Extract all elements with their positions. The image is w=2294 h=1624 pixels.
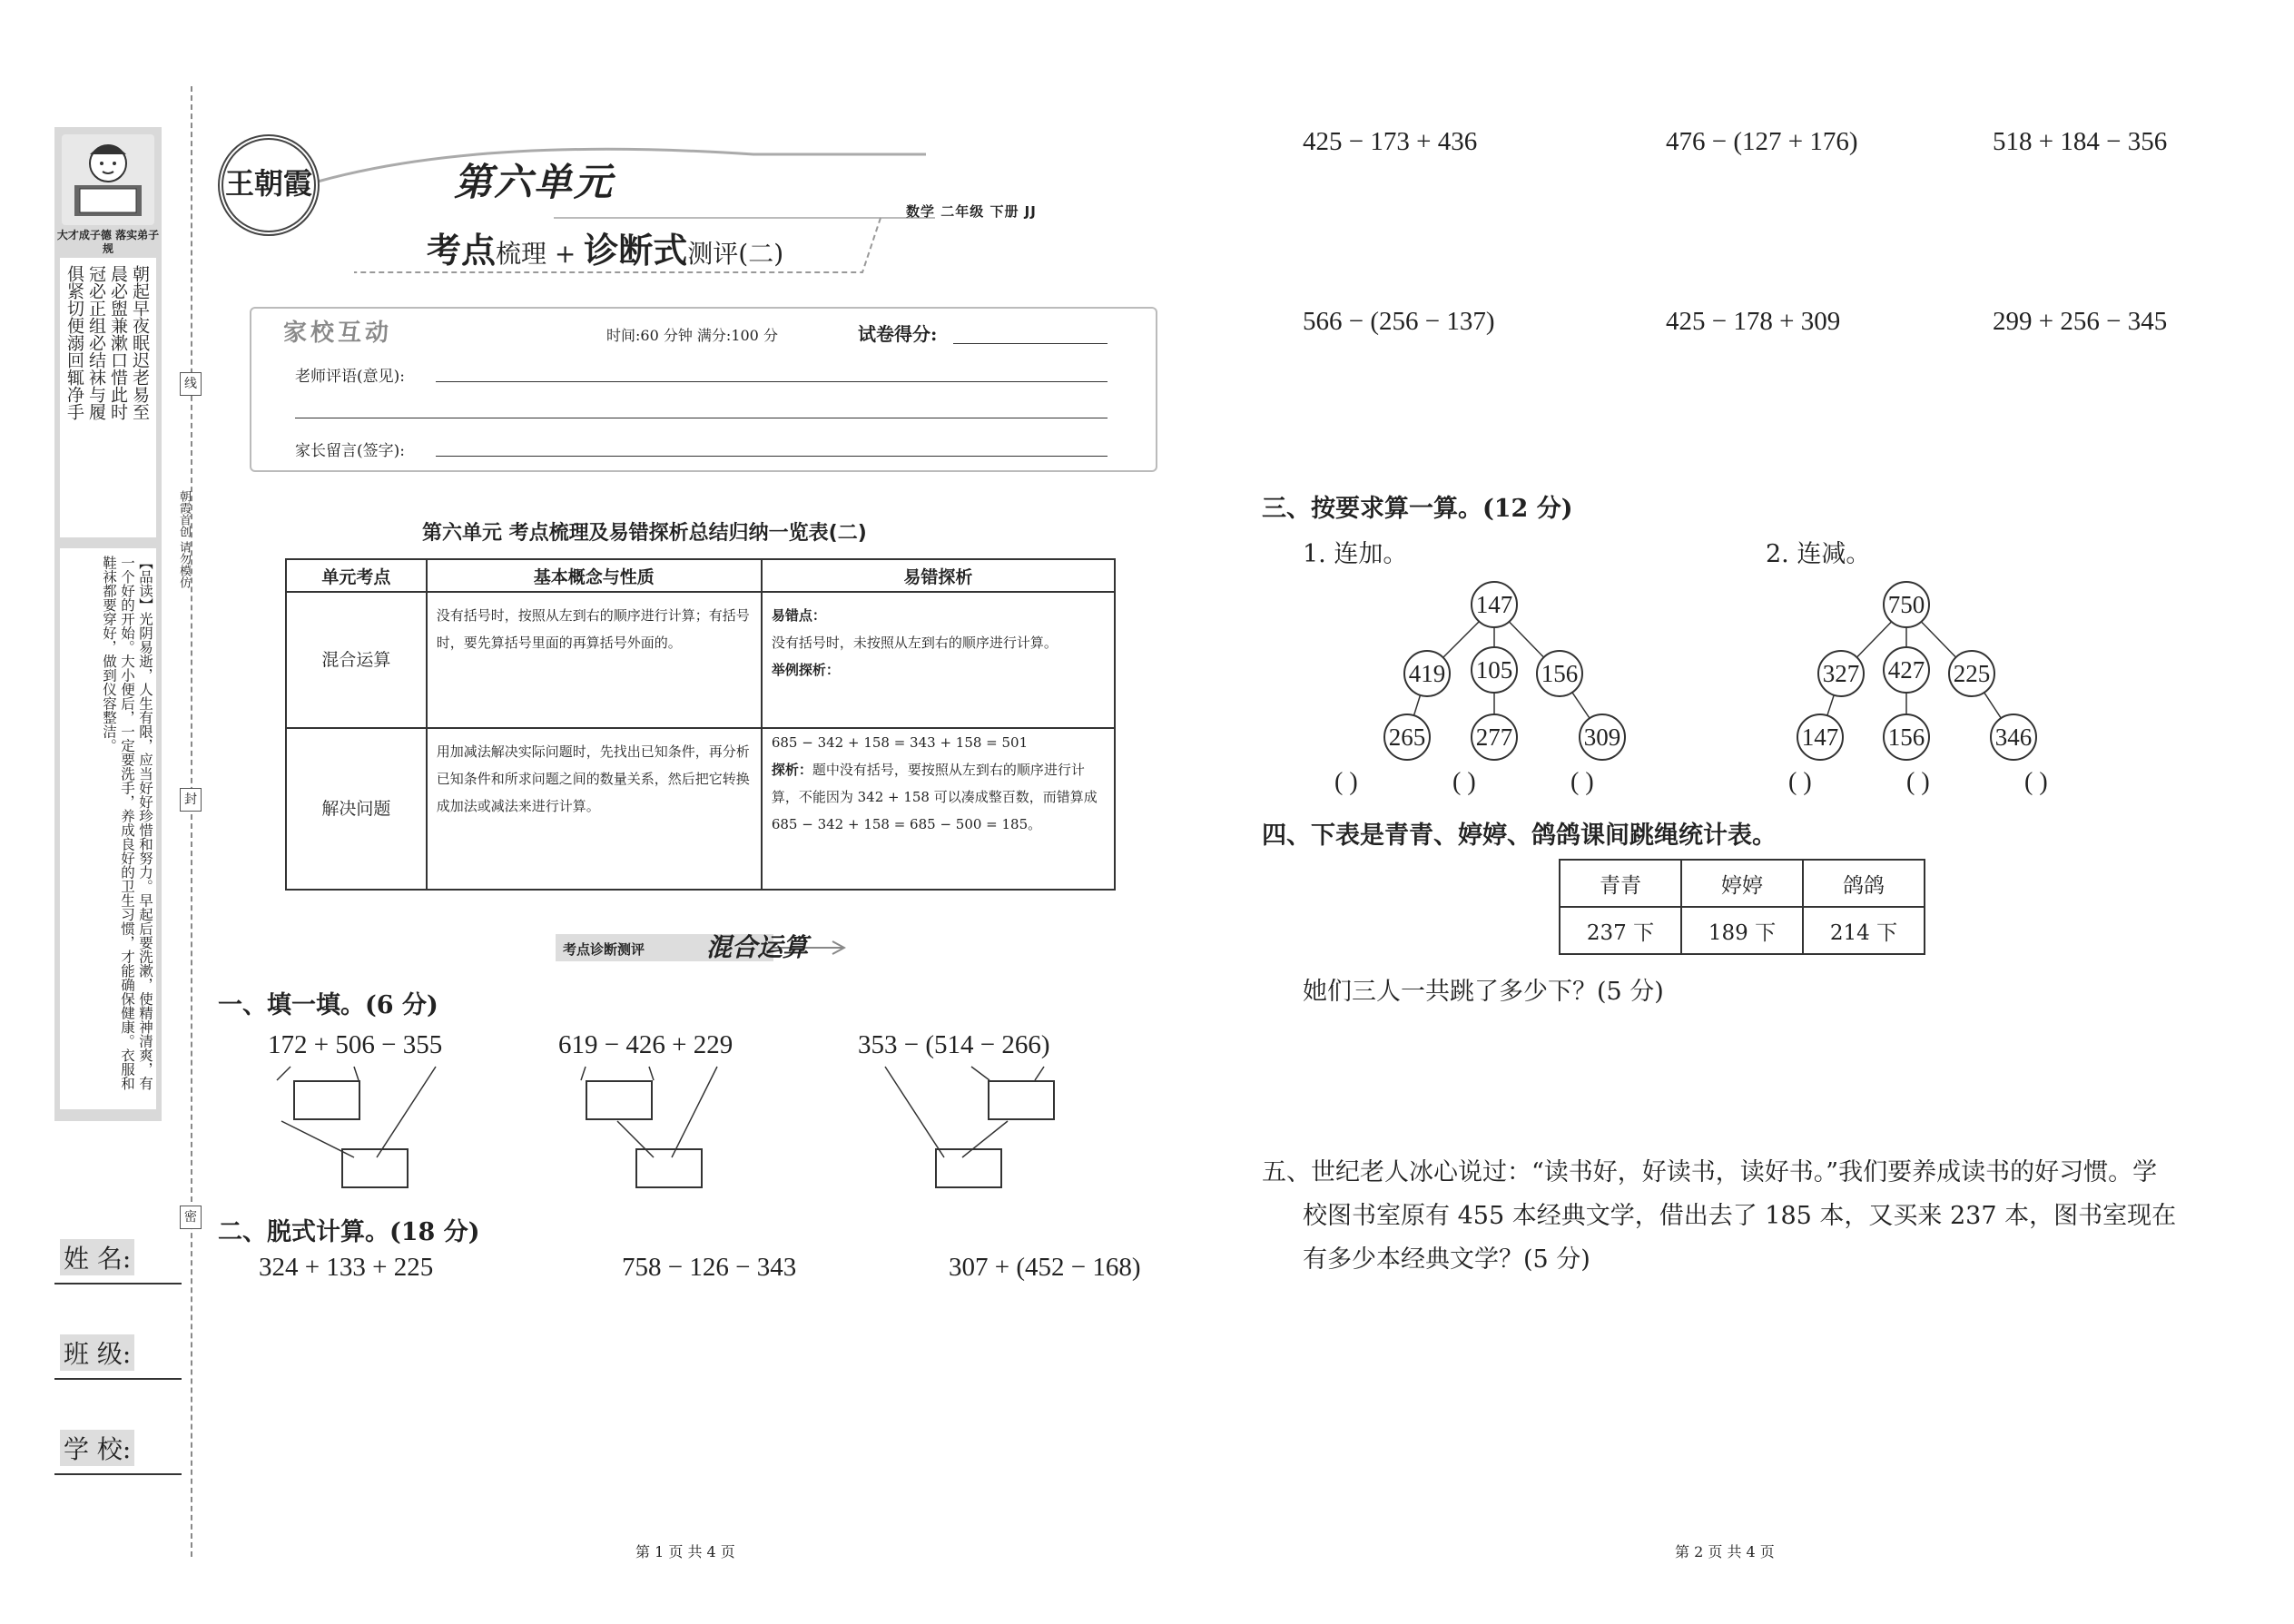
- question-line: 有多少本经典文学？(5 分): [1303, 1245, 1590, 1274]
- proverb-column: 冠必正组必结袜与履: [86, 265, 106, 420]
- question-line: 校图书室原有 455 本经典文学，借出去了 185 本，又买来 237 本，图书室现在: [1303, 1202, 2177, 1230]
- concept-cell: 没有括号时，按照从左到右的顺序进行计算；有括号时，要先算括号里面的再算括号外面的。: [427, 592, 762, 728]
- tree-node: 750: [1883, 581, 1930, 628]
- question-line: 五、世纪老人冰心说过：“读书好，好读书，读好书。”我们要养成读书的好习惯。学: [1262, 1158, 2158, 1186]
- error-label: 探析：: [771, 762, 812, 778]
- cut-mark: 封: [180, 788, 202, 812]
- calc-expression: 425 − 178 + 309: [1666, 307, 1841, 336]
- subtitle-part: 诊断式: [584, 230, 688, 271]
- topic-cell: 混合运算: [286, 592, 427, 728]
- sidebar-motto: 大才成子德 落实弟子规: [56, 229, 160, 255]
- tree-node: 147: [1797, 714, 1844, 761]
- section-4-title: 四、下表是青青、婷婷、鸽鸽课间跳绳统计表。: [1262, 822, 1777, 850]
- calc-expression: 566 − (256 − 137): [1303, 307, 1495, 336]
- tree-node: 309: [1579, 714, 1626, 761]
- table-header-row: [1560, 860, 1925, 907]
- answer-blank[interactable]: ( ): [1570, 768, 1594, 796]
- fill-expression: 619 − 426 + 229: [558, 1030, 733, 1059]
- calc-expression: 425 − 173 + 436: [1303, 127, 1478, 156]
- answer-blank[interactable]: ( ): [1906, 768, 1930, 796]
- table-header: 青青: [1560, 860, 1681, 907]
- proverb-column: 俱紧切便溺回辄净手: [64, 265, 84, 420]
- table-header: 易错探析: [762, 559, 1115, 592]
- calc-expression: 758 − 126 − 343: [622, 1253, 797, 1282]
- page-number-left: 第 1 页 共 4 页: [635, 1543, 735, 1560]
- tree-1-label: 1. 连加。: [1303, 540, 1408, 568]
- name-field[interactable]: [54, 1221, 182, 1284]
- calc-expression: 299 + 256 − 345: [1993, 307, 2168, 336]
- proverb-box: [60, 258, 156, 537]
- tree-node: 427: [1883, 646, 1930, 694]
- answer-blank[interactable]: ( ): [1788, 768, 1812, 796]
- topic-cell: 解决问题: [286, 728, 427, 890]
- example-text: 685 − 342 + 158 = 343 + 158 = 501: [771, 734, 1029, 751]
- tree-node: 225: [1948, 650, 1995, 697]
- reading-note: 【品读】光阴易逝，人生有限，应当好好珍惜和努力。早起后要洗漱，使精神清爽，有一个好的开始。大小便后，一定要洗手，养成良好的卫生习惯，才能确保健康。衣服和鞋袜都要穿好，做到仪容整洁。: [101, 556, 153, 1090]
- table-header: 鸽鸽: [1803, 860, 1925, 907]
- table-header-row: [286, 559, 1115, 592]
- subtitle-part: 考点: [427, 230, 497, 271]
- cut-line: [191, 86, 192, 1557]
- teacher-comment-field[interactable]: [436, 381, 1108, 382]
- answer-box[interactable]: [293, 1080, 360, 1120]
- calc-expression: 518 + 184 − 356: [1993, 127, 2168, 156]
- answer-box[interactable]: [586, 1080, 653, 1120]
- binding-note: 朝霞首创 请勿模仿: [177, 490, 191, 589]
- fill-expression: 353 − (514 − 266): [858, 1030, 1050, 1059]
- answer-box[interactable]: [341, 1148, 409, 1188]
- subtitle-part: 测评(二): [687, 239, 784, 269]
- subject-tag: 数学 二年级 下册 JJ: [906, 203, 1037, 220]
- brand-logo: 王朝霞: [218, 134, 320, 236]
- name-label: 姓 名:: [60, 1239, 134, 1275]
- answer-box[interactable]: [988, 1080, 1055, 1120]
- table-row: [1560, 907, 1925, 954]
- unit-title: 第六单元: [454, 160, 615, 204]
- score-field[interactable]: [953, 343, 1108, 344]
- answer-box[interactable]: [935, 1148, 1002, 1188]
- tree-node: 147: [1471, 581, 1518, 628]
- table-row: [286, 728, 1115, 890]
- error-text: 没有括号时，未按照从左到右的顺序进行计算。: [771, 635, 1058, 651]
- rope-skipping-table: [1559, 859, 1925, 955]
- home-school-title: 家校互动: [283, 320, 393, 347]
- section-1-title: 一、填一填。(6 分): [218, 991, 438, 1019]
- answer-blank[interactable]: ( ): [1334, 768, 1358, 796]
- school-label: 学 校:: [60, 1430, 134, 1466]
- tree-2-label: 2. 连减。: [1766, 540, 1871, 568]
- answer-blank[interactable]: ( ): [1452, 768, 1476, 796]
- error-label: 举例探析：: [771, 662, 840, 678]
- page-number-right: 第 2 页 共 4 页: [1675, 1543, 1775, 1560]
- class-label: 班 级:: [60, 1334, 134, 1371]
- proverb-column: 朝起早夜眠迟老易至: [130, 265, 150, 420]
- table-cell: 189 下: [1681, 907, 1803, 954]
- tree-node: 327: [1817, 650, 1865, 697]
- table-header: 单元考点: [286, 559, 427, 592]
- fill-expression: 172 + 506 − 355: [268, 1030, 443, 1059]
- tree-node: 346: [1990, 714, 2037, 761]
- tree-node: 419: [1403, 650, 1451, 697]
- exam-meta: 时间:60 分钟 满分:100 分: [606, 327, 778, 344]
- answer-box[interactable]: [635, 1148, 703, 1188]
- summary-table: [285, 558, 1116, 891]
- section-2-title: 二、脱式计算。(18 分): [218, 1218, 480, 1246]
- cut-mark: 密: [180, 1206, 202, 1229]
- tree-node: 105: [1471, 646, 1518, 694]
- table-row: [286, 592, 1115, 728]
- section-4-question: 她们三人一共跳了多少下？(5 分): [1303, 978, 1664, 1006]
- banner-title: 混合运算: [706, 932, 809, 962]
- calc-expression: 324 + 133 + 225: [259, 1253, 434, 1282]
- error-label: 易错点：: [771, 607, 826, 624]
- error-cell: [762, 728, 1115, 890]
- table-header: 婷婷: [1681, 860, 1803, 907]
- banner-small-text: 考点诊断测评: [563, 941, 645, 958]
- mascot-icon: [62, 134, 154, 225]
- summary-title: 第六单元 考点梳理及易错探析总结归纳一览表(二): [422, 522, 867, 545]
- calc-expression: 307 + (452 − 168): [949, 1253, 1141, 1282]
- parent-comment-label: 家长留言(签字):: [295, 442, 405, 460]
- tree-node: 265: [1383, 714, 1431, 761]
- error-text: 题中没有括号，要按照从左到右的顺序进行计算，不能因为 342 + 158 可以凑成整百数，而错算成 685 − 342 + 158 = 685 − 500 = 185。: [771, 762, 1098, 832]
- section-3-title: 三、按要求算一算。(12 分): [1262, 495, 1573, 523]
- table-header: 基本概念与性质: [427, 559, 762, 592]
- score-label: 试卷得分:: [858, 323, 938, 345]
- section-5-question: [1262, 1151, 2242, 1282]
- subtitle-part: 梳理 +: [496, 239, 585, 269]
- proverb-column: 晨必盥兼漱口惜此时: [108, 265, 128, 420]
- teacher-comment-label: 老师评语(意见):: [295, 368, 405, 386]
- tree-node: 156: [1536, 650, 1583, 697]
- parent-comment-field[interactable]: [436, 456, 1108, 457]
- class-field[interactable]: [54, 1316, 182, 1380]
- table-cell: 214 下: [1803, 907, 1925, 954]
- exam-subtitle: [427, 222, 783, 272]
- tree-node: 277: [1471, 714, 1518, 761]
- tree-node: 156: [1883, 714, 1930, 761]
- school-field[interactable]: [54, 1412, 182, 1475]
- calc-expression: 476 − (127 + 176): [1666, 127, 1858, 156]
- answer-blank[interactable]: ( ): [2024, 768, 2048, 796]
- cut-mark: 线: [180, 372, 202, 396]
- error-cell: [762, 592, 1115, 728]
- table-cell: 237 下: [1560, 907, 1681, 954]
- concept-cell: 用加减法解决实际问题时，先找出已知条件，再分析已知条件和所求问题之间的数量关系，然后把它转换成加法或减法来进行计算。: [427, 728, 762, 890]
- reading-note-box: [60, 548, 156, 1109]
